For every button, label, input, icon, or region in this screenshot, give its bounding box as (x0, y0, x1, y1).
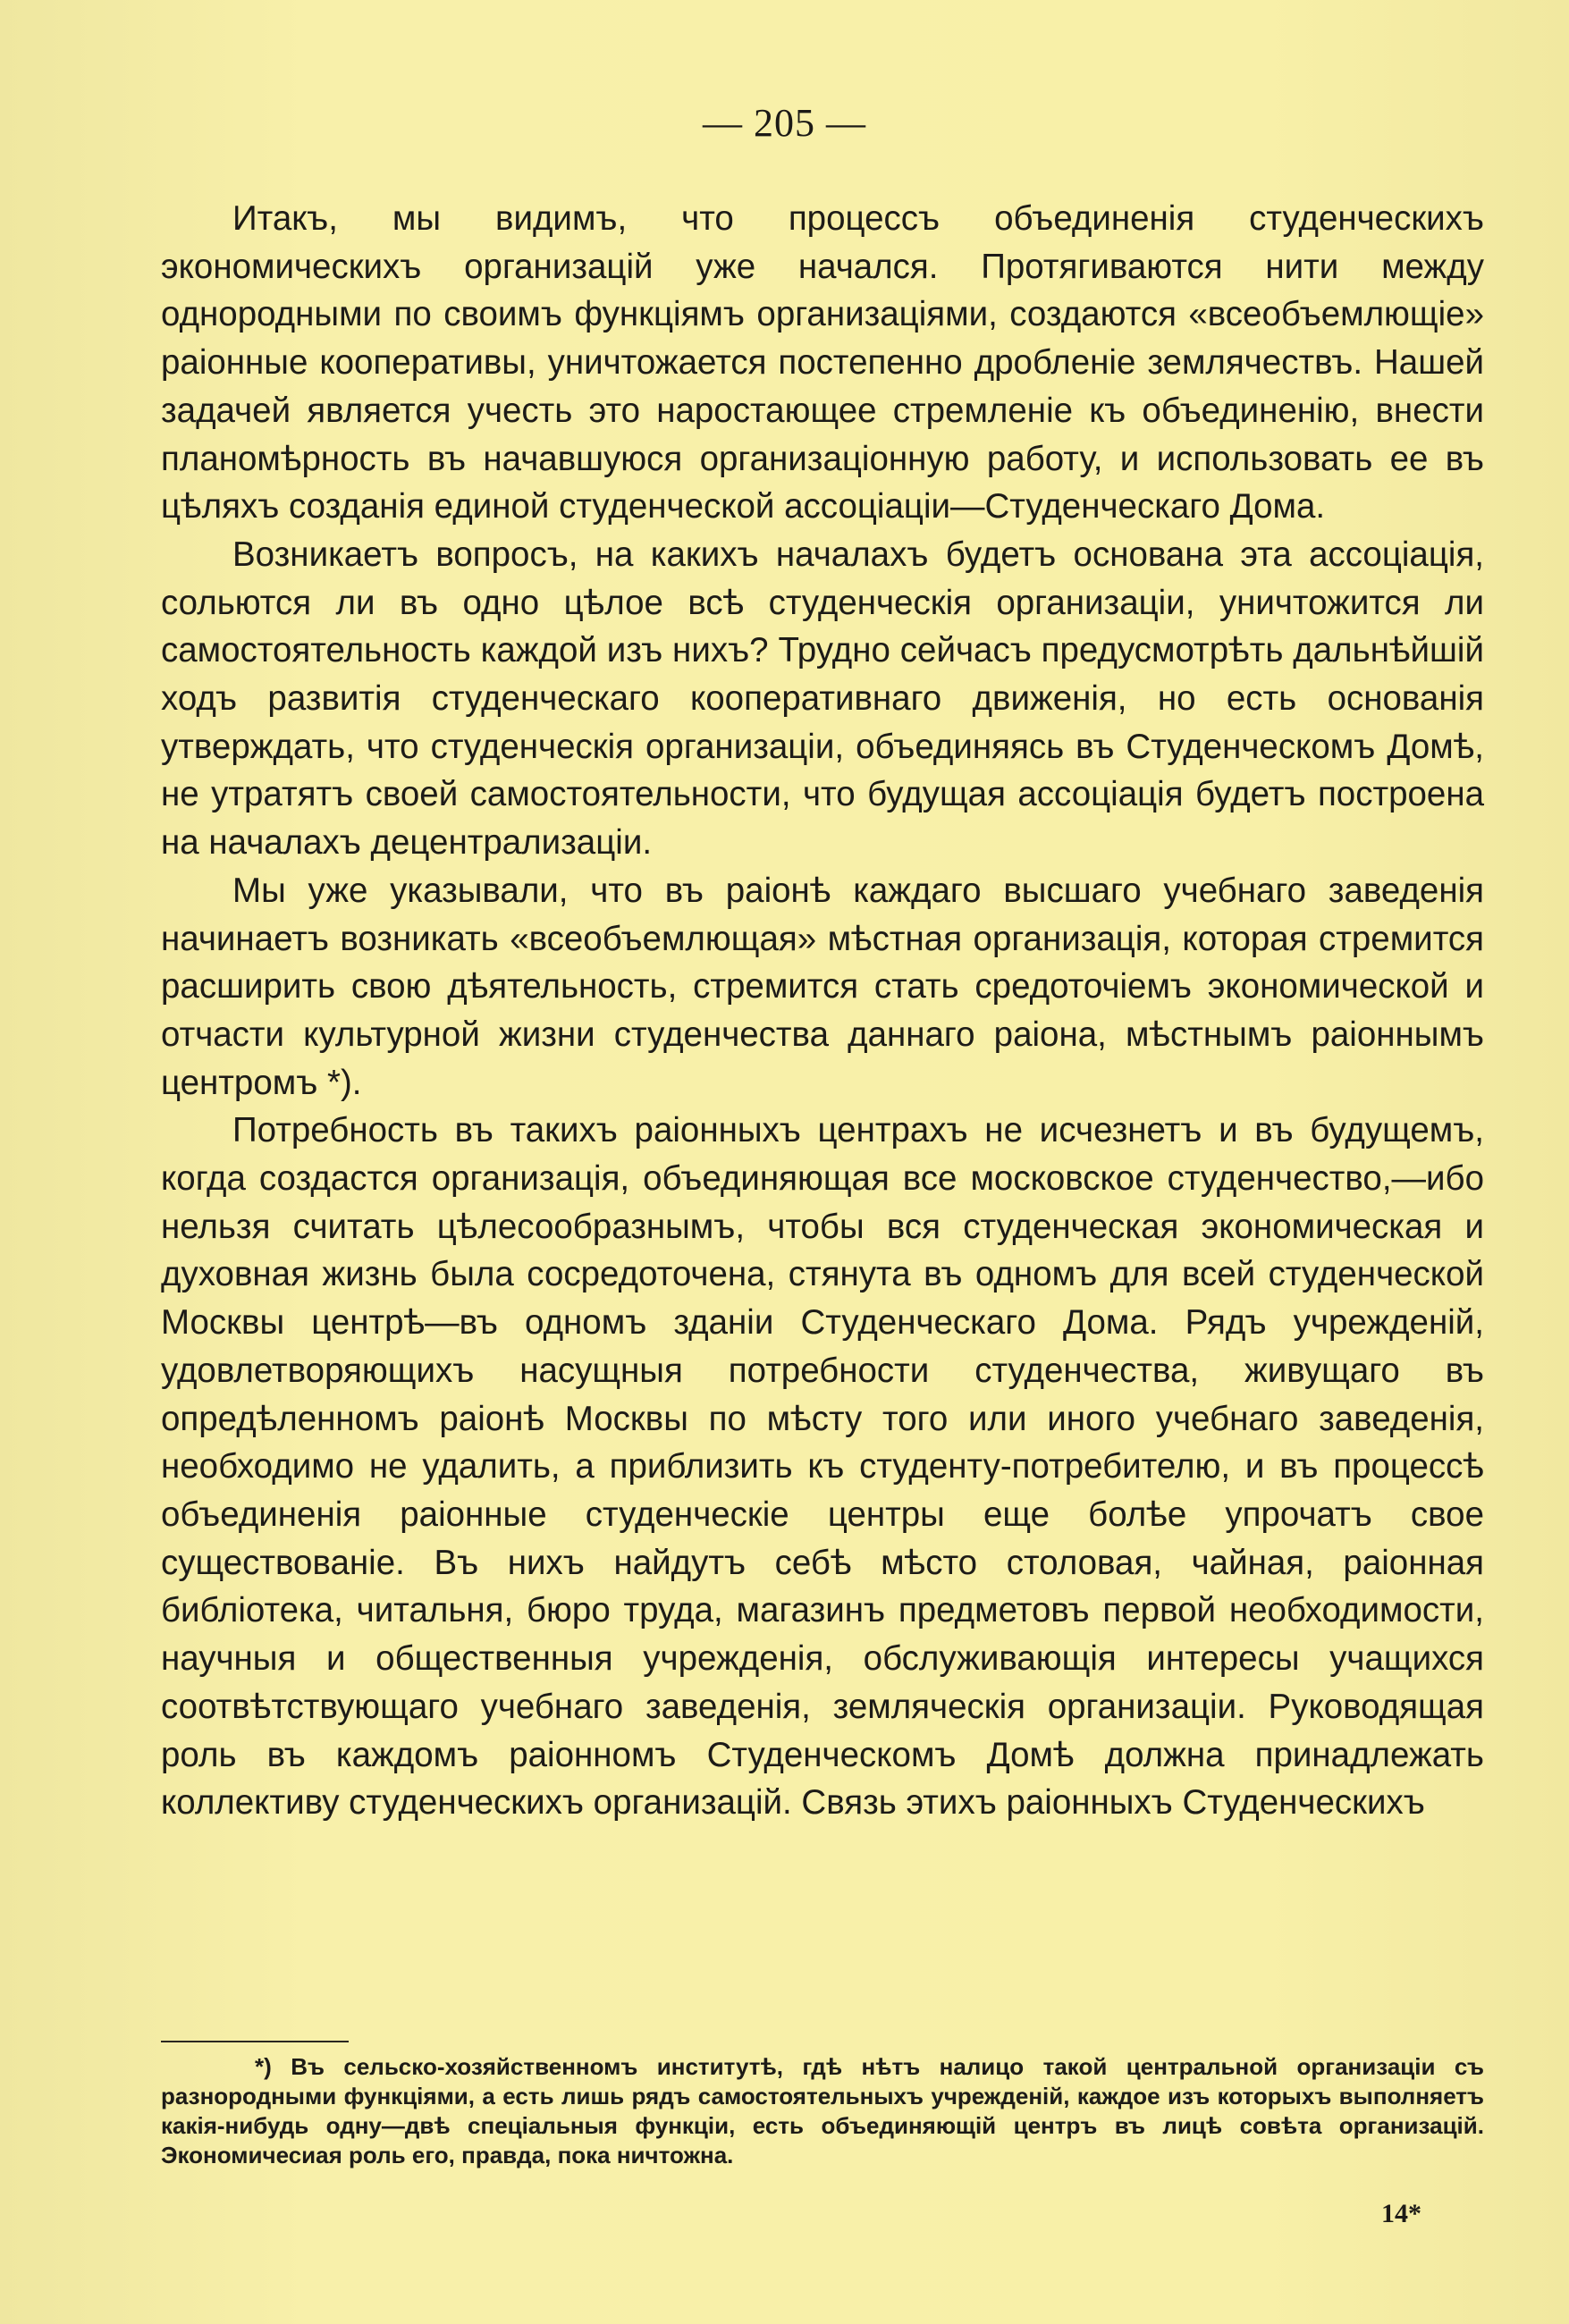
paragraph-2: Возникаетъ вопросъ, на какихъ началахъ будетъ основана эта ассоціація, сольются ли въ одно цѣлое всѣ студенческія организаціи, уничтожится ли самостоятельность каждой изъ нихъ? Трудно сейчасъ предусмотрѣть дальнѣйшій ходъ развитія студенческаго кооперативнаго движенія, но есть основанія утверждать, что студенческія организаціи, объединяясь въ Студенческомъ Домѣ, не утратятъ своей самостоятельности, что будущая ассоціація будетъ построена на началахъ децентрализаціи. (161, 535, 1484, 863)
page-number: — 205 — (703, 101, 866, 145)
signature-mark: 14* (1381, 2199, 1421, 2228)
paragraph-3: Мы уже указывали, что въ раіонѣ каждаго высшаго учебнаго заведенія начинаетъ возникать «всеобъемлющая» мѣстная организація, которая стремится расширить свою дѣятельность, стремится стать средоточіемъ экономической и отчасти культурной жизни студенчества даннаго раіона, мѣстнымъ раіоннымъ центромъ *). (161, 871, 1484, 1102)
footnote: *) Въ сельско-хозяйственномъ институтѣ, гдѣ нѣтъ налицо такой центральной организаціи съ разнородными функціями, а есть лишь рядъ самостоятельныхъ учрежденій, каждое изъ которыхъ выполняетъ какія-нибудь одну—двѣ спеціальныя функціи, есть объединяющій центръ въ лицѣ совѣта организацій. Экономичесиая роль его, правда, пока ничтожна. (161, 2053, 1484, 2168)
paragraph-1: Итакъ, мы видимъ, что процессъ объединенія студенческихъ экономическихъ организацій уже начался. Протягиваются нити между однородными по своимъ функціямъ организаціями, создаются «всеобъемлющіе» раіонные кооперативы, уничтожается постепенно дробленіе землячествъ. Нашей задачей является учесть это наростающее стремленіе къ объединенію, внести планомѣрность въ начавшуюся организаціонную работу, и использовать ее въ цѣляхъ созданія единой студенческой ассоціаціи—Студенческаго Дома. (161, 199, 1484, 526)
body-text (161, 195, 1484, 1827)
paragraph-4: Потребность въ такихъ раіонныхъ центрахъ не исчезнетъ и въ будущемъ, когда создастся организація, объединяющая все московское студенчество,—ибо нельзя считать цѣлесообразнымъ, чтобы вся студенческая экономическая и духовная жизнь была сосредоточена, стянута въ одномъ для всей студенческой Москвы центрѣ—въ одномъ зданіи Студенческаго Дома. Рядъ учрежденій, удовлетворяющихъ насущныя потребности студенчества, живущаго въ опредѣленномъ раіонѣ Москвы по мѣсту того или иного учебнаго заведенія, необходимо не удалить, а приблизить къ студенту-потребителю, и въ процессѣ объединенія раіонные студенческіе центры еще болѣе упрочатъ свое существованіе. Въ нихъ найдутъ себѣ мѣсто столовая, чайная, раіонная библіотека, читальня, бюро труда, магазинъ предметовъ первой необходимости, научныя и общественныя учрежденія, обслуживающія интересы учащихся соотвѣтствующаго учебнаго заведенія, земляческія организаціи. Руководящая роль въ каждомъ раіонномъ Студенческомъ Домѣ должна принадлежать коллективу студенческихъ организацій. Связь этихъ раіонныхъ Студенческихъ (161, 1111, 1484, 1823)
footnote-divider (161, 2041, 349, 2042)
